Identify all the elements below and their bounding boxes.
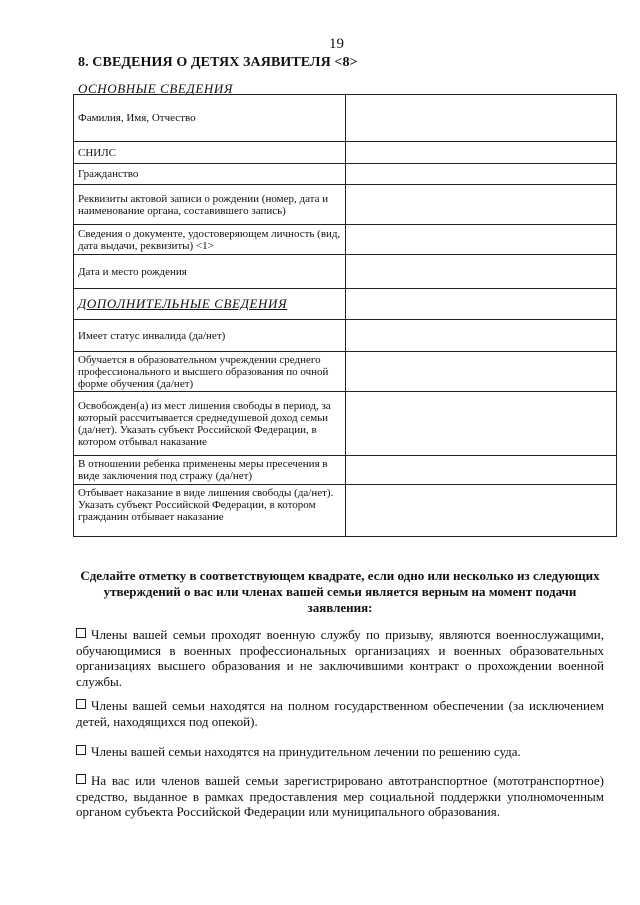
- check-item-military: [76, 627, 604, 689]
- table-row: [74, 255, 617, 289]
- released-label: Освобожден(а) из мест лишения свободы в период, за который рассчитывается среднедушевой доход семьи (да/нет). Указать субъект Российской Федерации, в котором отбывал наказание: [74, 392, 346, 456]
- fio-label: Фамилия, Имя, Отчество: [74, 95, 346, 142]
- released-field[interactable]: [346, 392, 617, 456]
- birth-record-label: Реквизиты актовой записи о рождении (номер, дата и наименование органа, составившего запись): [74, 185, 346, 225]
- table-row: [74, 225, 617, 255]
- custody-field[interactable]: [346, 456, 617, 485]
- child-info-table: [73, 94, 617, 537]
- compulsory-treatment-text: Члены вашей семьи находятся на принудительном лечении по решению суда.: [91, 744, 521, 759]
- state-support-checkbox[interactable]: [76, 699, 86, 709]
- identity-doc-field[interactable]: [346, 225, 617, 255]
- snils-label: СНИЛС: [74, 142, 346, 164]
- identity-doc-label: Сведения о документе, удостоверяющем личность (вид, дата выдачи, реквизиты) <1>: [74, 225, 346, 255]
- vehicle-checkbox[interactable]: [76, 774, 86, 784]
- table-row: [74, 456, 617, 485]
- table-row: [74, 142, 617, 164]
- additional-info-label: ДОПОЛНИТЕЛЬНЫЕ СВЕДЕНИЯ: [74, 289, 346, 320]
- check-item-vehicle: [76, 773, 604, 820]
- serving-field[interactable]: [346, 485, 617, 537]
- snils-field[interactable]: [346, 142, 617, 164]
- disabled-label: Имеет статус инвалида (да/нет): [74, 320, 346, 352]
- disabled-field[interactable]: [346, 320, 617, 352]
- serving-label: Отбывает наказание в виде лишения свободы (да/нет). Указать субъект Российской Федерации, в котором гражданин отбывает наказание: [74, 485, 346, 537]
- fio-field[interactable]: [346, 95, 617, 142]
- birth-date-place-label: Дата и место рождения: [74, 255, 346, 289]
- state-support-text: Члены вашей семьи находятся на полном государственном обеспечении (за исключением детей, находящихся под опекой).: [76, 698, 604, 729]
- compulsory-treatment-checkbox[interactable]: [76, 745, 86, 755]
- table-row: [74, 95, 617, 142]
- table-row: [74, 289, 617, 320]
- basic-info-label: ОСНОВНЫЕ СВЕДЕНИЯ: [78, 81, 233, 96]
- custody-label: В отношении ребенка применены меры пресечения в виде заключения под стражу (да/нет): [74, 456, 346, 485]
- birth-record-field[interactable]: [346, 185, 617, 225]
- table-row: [74, 320, 617, 352]
- military-text: Члены вашей семьи проходят военную службу по призыву, являются военнослужащими, обучающимися в военных профессиональных организациях и военных образовательных организациях высшего образования и не заключившими контракт о прохождении военной службы.: [76, 627, 604, 689]
- vehicle-text: На вас или членов вашей семьи зарегистрировано автотранспортное (мототранспортное) средство, выданное в рамках предоставления мер социальной поддержки уполномоченным органом субъекта Российской Федерации или муниципального образования.: [76, 773, 604, 819]
- table-row: [74, 485, 617, 537]
- table-row: [74, 392, 617, 456]
- citizenship-field[interactable]: [346, 164, 617, 185]
- check-item-compulsory-treatment: [76, 744, 604, 760]
- studies-field[interactable]: [346, 352, 617, 392]
- page-number: 19: [329, 36, 344, 52]
- table-row: [74, 164, 617, 185]
- table-row: [74, 185, 617, 225]
- military-checkbox[interactable]: [76, 628, 86, 638]
- check-item-state-support: [76, 698, 604, 729]
- studies-label: Обучается в образовательном учреждении среднего профессионального и высшего образования по очной форме обучения (да/нет): [74, 352, 346, 392]
- citizenship-label: Гражданство: [74, 164, 346, 185]
- table-row: [74, 352, 617, 392]
- additional-info-blank: [346, 289, 617, 320]
- section-title: 8. СВЕДЕНИЯ О ДЕТЯХ ЗАЯВИТЕЛЯ <8>: [78, 55, 358, 70]
- birth-date-place-field[interactable]: [346, 255, 617, 289]
- checkbox-instructions: Сделайте отметку в соответствующем квадрате, если одно или несколько из следующих утверждений о вас или членах вашей семьи является верным на момент подачи заявления:: [80, 568, 600, 615]
